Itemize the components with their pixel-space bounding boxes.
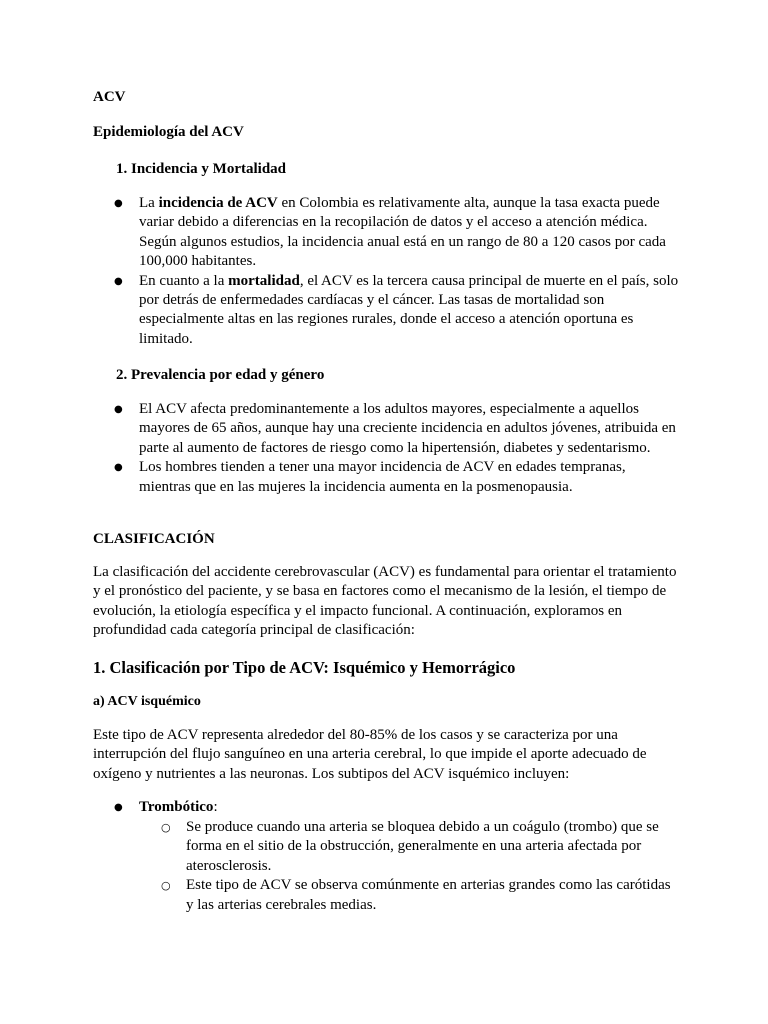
ischemic-heading: a) ACV isquémico: [93, 694, 201, 709]
ischemic-intro: Este tipo de ACV representa alrededor del 80-85% de los casos y se caracteriza por una interrupción del flujo sanguíneo en una arteria cerebral, lo que impide el aporte adecuado de oxígeno y nutrientes a las neuronas. Los subtipos del ACV isquémico incluyen:: [93, 727, 647, 782]
thrombotic-sublist: [186, 818, 678, 915]
section-1-list: [139, 194, 679, 349]
bold-term: Trombótico: [139, 799, 214, 815]
list-item: ● Los hombres tienden a tener una mayor incidencia de ACV en edades tempranas, mientras que en las mujeres la incidencia aumenta en la posmenopausia.: [139, 458, 679, 497]
ischemic-subtypes-list: [139, 798, 679, 817]
list-item: ● El ACV afecta predominantemente a los adultos mayores, especialmente a aquellos mayores de 65 años, aunque hay una creciente incidencia en adultos jóvenes, atribuida en parte al aumento de factores de riesgo como la hipertensión, diabetes y sedentarismo.: [139, 400, 679, 458]
bold-term: incidencia de ACV: [158, 195, 278, 211]
bold-term: mortalidad: [228, 272, 300, 289]
sub-list-item: ○ Este tipo de ACV se observa comúnmente en arterias grandes como las carótidas y las arterias cerebrales medias.: [186, 876, 678, 915]
classification-heading: CLASIFICACIÓN: [93, 531, 215, 547]
section-2-list: [139, 400, 679, 497]
doc-title: ACV: [93, 89, 126, 105]
section-2-title: 2. Prevalencia por edad y género: [116, 367, 325, 383]
list-item: ● En cuanto a la mortalidad, el ACV es la tercera causa principal de muerte en el país, solo por detrás de enfermedades cardíacas y el cáncer. Las tasas de mortalidad son especialmente altas en las regiones rurales, donde el acceso a atención oportuna es limitado.: [139, 272, 679, 350]
list-item: ● La incidencia de ACV en Colombia es relativamente alta, aunque la tasa exacta puede variar debido a diferencias en la recopilación de datos y el acceso a atención médica. Según algunos estudios, la incidencia anual está en un rango de 80 a 120 casos por cada 100,000 habitantes.: [139, 194, 679, 272]
sub-list-item: ○ Se produce cuando una arteria se bloquea debido a un coágulo (trombo) que se forma en el sitio de la obstrucción, generalmente en una arteria afectada por aterosclerosis.: [186, 818, 678, 876]
type-classification-heading: 1. Clasificación por Tipo de ACV: Isquémico y Hemorrágico: [93, 658, 516, 677]
section-1-title: 1. Incidencia y Mortalidad: [116, 161, 287, 177]
epidemiology-heading: Epidemiología del ACV: [93, 124, 244, 140]
list-item: ● Trombótico:: [139, 798, 679, 817]
classification-intro: La clasificación del accidente cerebrovascular (ACV) es fundamental para orientar el tratamiento y el pronóstico del paciente, y se basa en factores como el mecanismo de la lesión, el tiempo de evolución, la etiología específica y el impacto funcional. A continuación, exploramos en profundidad cada categoría principal de clasificación:: [93, 564, 677, 639]
